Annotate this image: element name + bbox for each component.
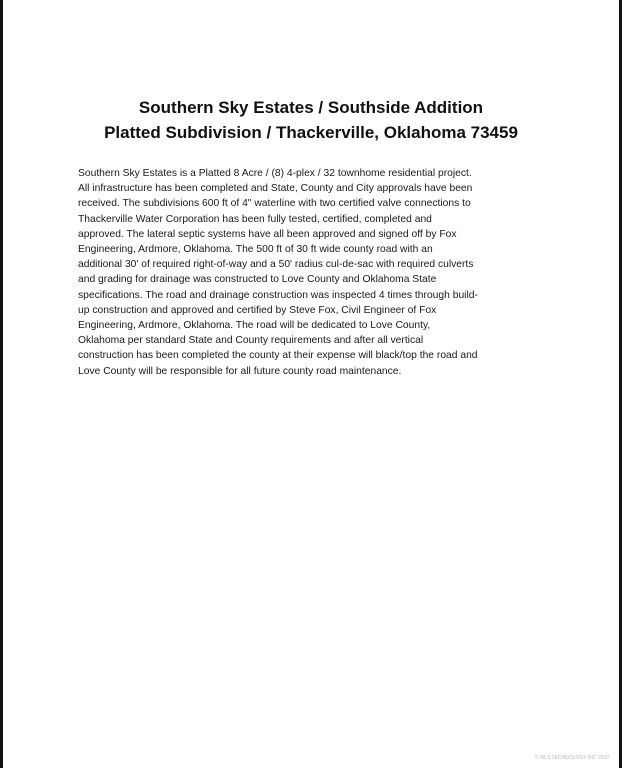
paragraph-line: Engineering, Ardmore, Oklahoma. The road will be dedicated to Love County,: [78, 320, 431, 332]
paragraph-line: construction has been completed the county at their expense will black/top the road and: [78, 350, 478, 362]
paragraph-line: Oklahoma per standard State and County requirements and after all vertical: [78, 335, 424, 347]
description-paragraph: [78, 166, 548, 379]
paragraph-line: All infrastructure has been completed and State, County and City approvals have been: [78, 183, 473, 195]
paragraph-line: specifications. The road and drainage construction was inspected 4 times through build-: [78, 289, 478, 301]
paragraph-line: Engineering, Ardmore, Oklahoma. The 500 ft of 30 ft wide county road with an: [78, 244, 433, 256]
paragraph-line: up construction and approved and certified by Steve Fox, Civil Engineer of Fox: [78, 304, 437, 316]
paragraph-line: and grading for drainage was constructed to Love County and Oklahoma State: [78, 274, 437, 286]
title-line-1: Southern Sky Estates / Southside Addition: [138, 98, 484, 117]
paragraph-line: Love County will be responsible for all future county road maintenance.: [78, 365, 402, 377]
copyright-watermark: © MLS TECHNOLOGY INC 2020: [534, 755, 609, 761]
paragraph-line: additional 30' of required right-of-way and a 50' radius cul-de-sac with required culverts: [78, 259, 474, 271]
paragraph-line: Southern Sky Estates is a Platted 8 Acre / (8) 4-plex / 32 townhome residential project.: [78, 168, 472, 179]
title-line-2: Platted Subdivision / Thackerville, Oklahoma 73459: [104, 123, 518, 142]
paragraph-line: received. The subdivisions 600 ft of 4" waterline with two certified valve connections to: [78, 198, 471, 210]
document-title: [3, 95, 619, 145]
paragraph-line: Thackerville Water Corporation has been fully tested, certified, completed and: [78, 213, 432, 225]
paragraph-line: approved. The lateral septic systems have all been approved and signed off by Fox: [78, 228, 457, 240]
